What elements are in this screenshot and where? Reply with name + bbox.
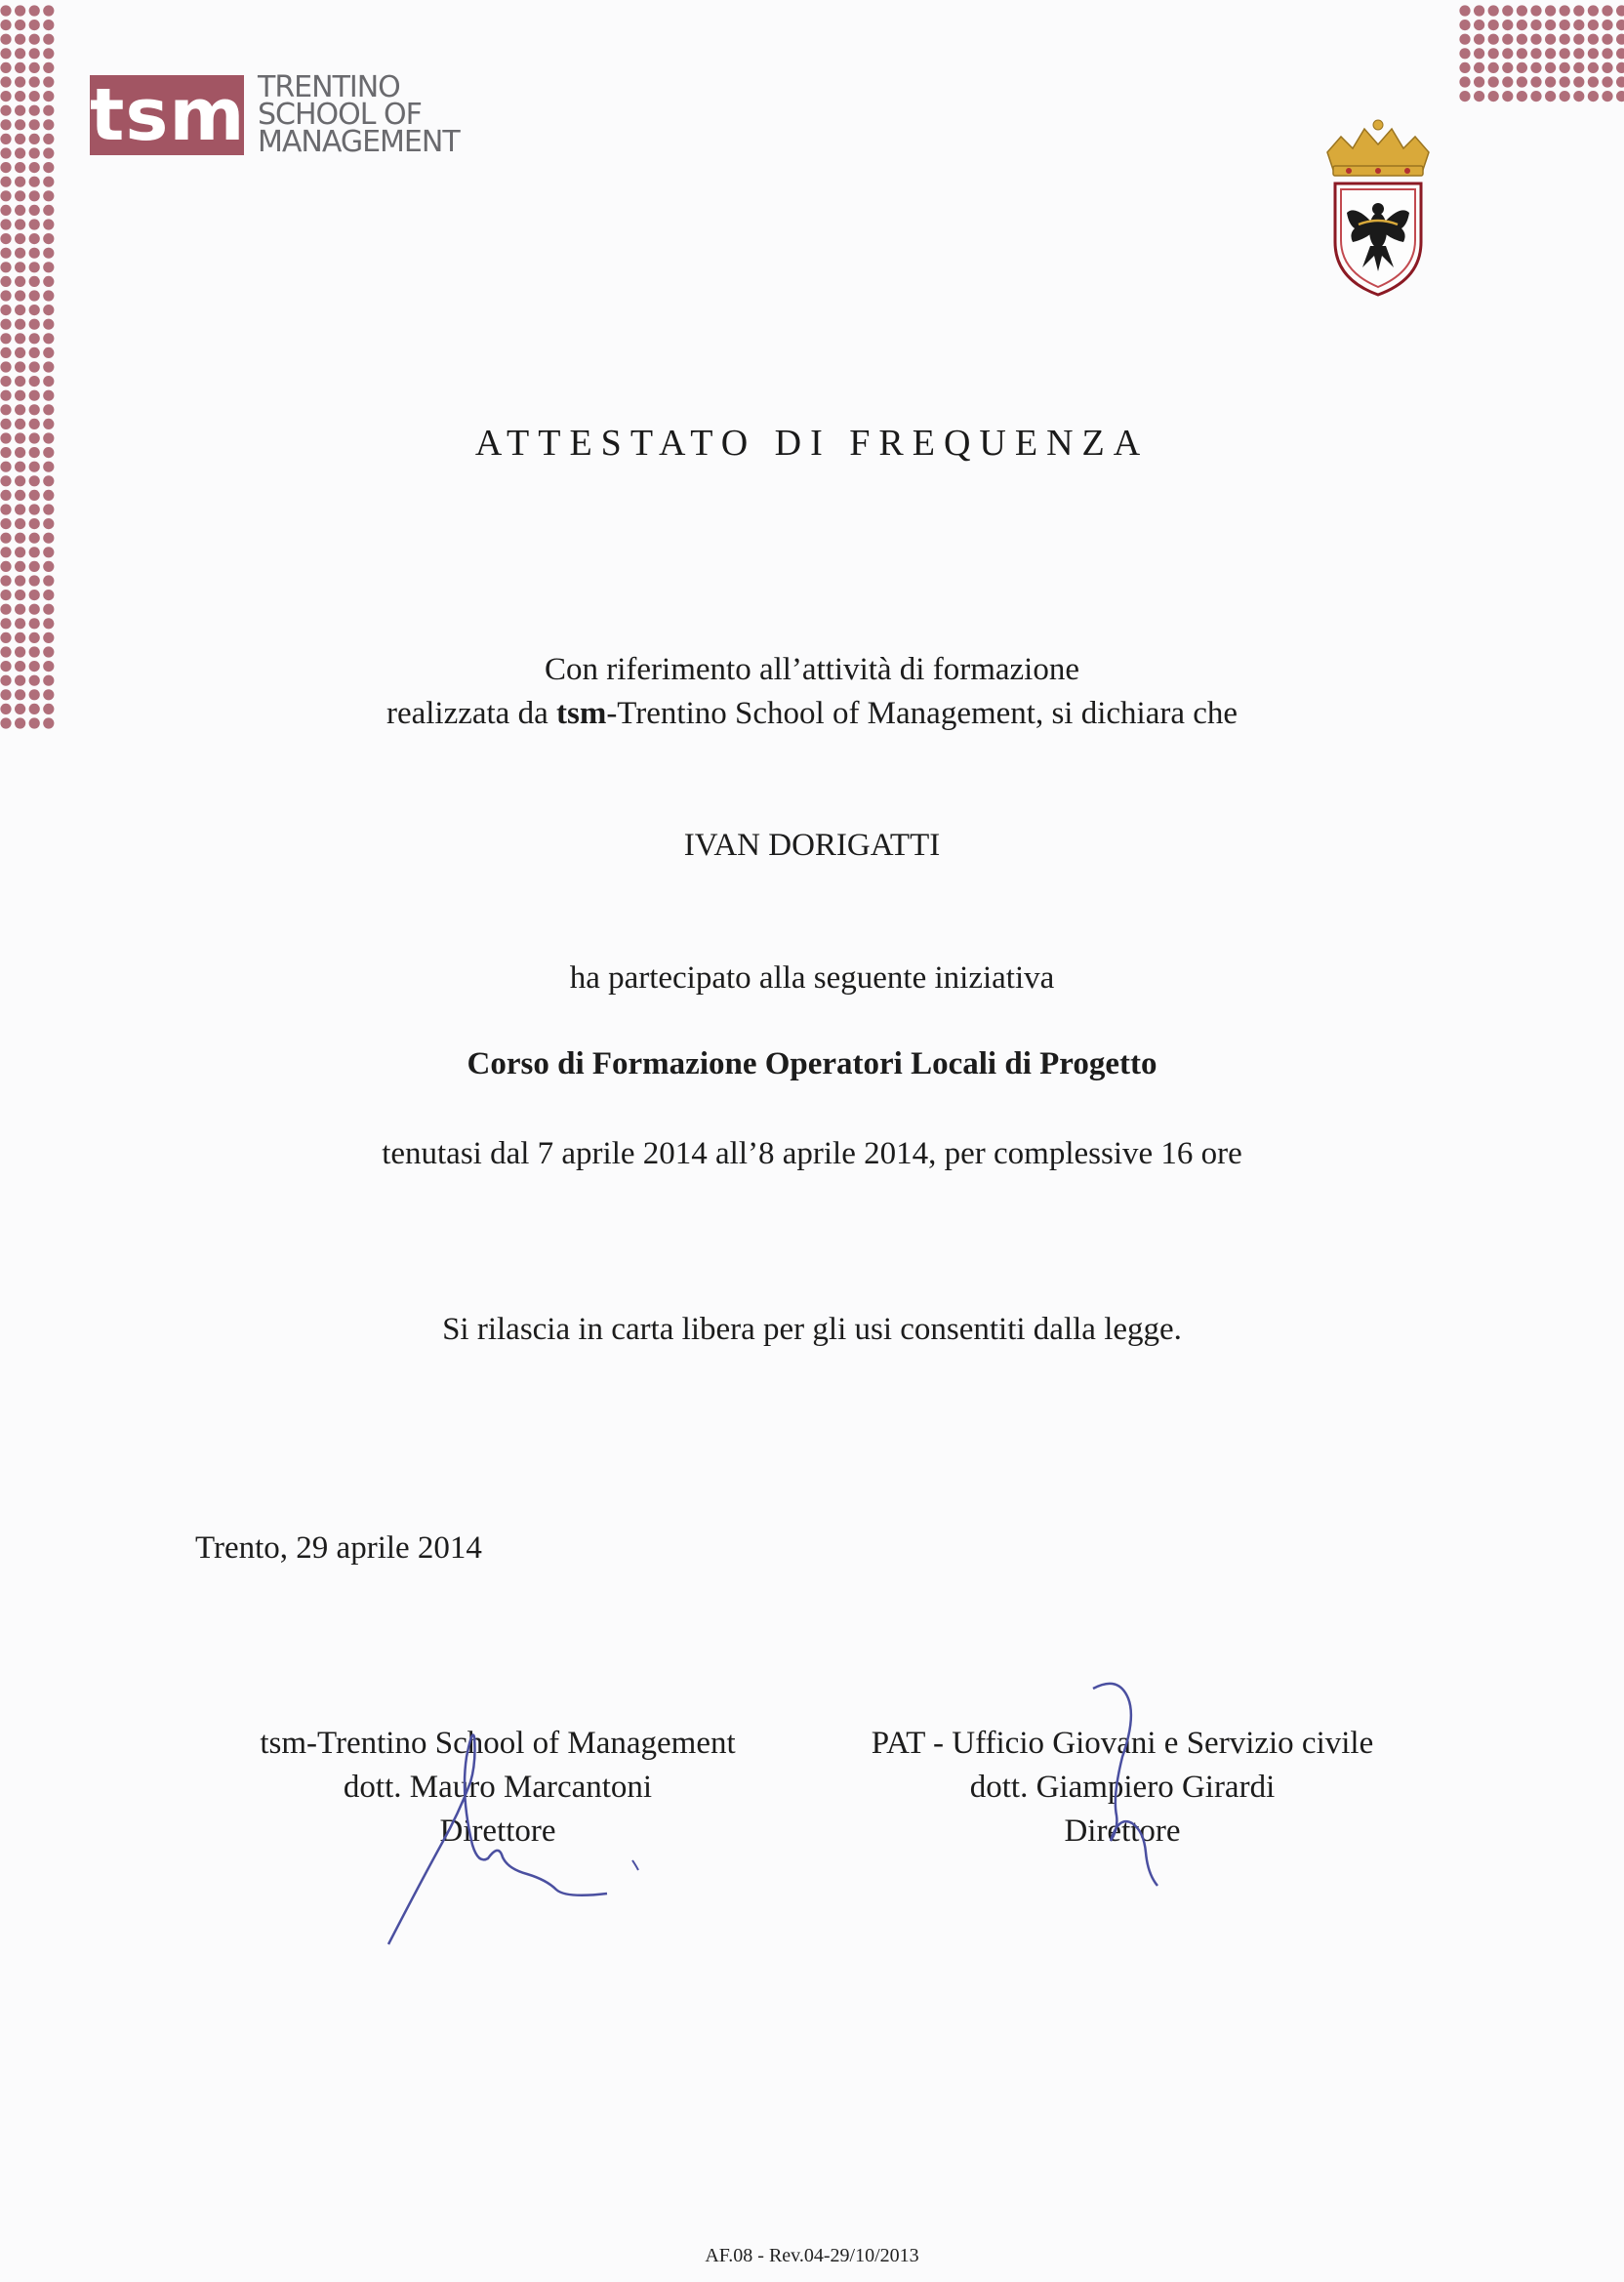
decor-dot — [29, 262, 40, 272]
decor-dot — [1459, 20, 1470, 30]
decor-dot — [0, 134, 11, 144]
decor-dot — [0, 20, 11, 30]
decor-dot — [29, 119, 40, 130]
decor-dot — [1616, 91, 1624, 102]
decor-dot — [29, 219, 40, 229]
decor-dot — [29, 575, 40, 586]
intro-bold-tsm: tsm — [555, 696, 607, 731]
decor-dot — [43, 119, 54, 130]
decor-dot — [15, 248, 25, 259]
signatory-name: dott. Mauro Marcantoni — [343, 1770, 653, 1805]
decor-dot — [1573, 76, 1584, 87]
decor-dot — [0, 475, 11, 486]
decor-dot — [0, 248, 11, 259]
decor-dot — [1602, 34, 1612, 45]
intro-prefix: realizzata da — [386, 696, 556, 731]
decor-dot — [43, 290, 54, 301]
decor-dot — [1616, 20, 1624, 30]
decor-dot — [1573, 34, 1584, 45]
decor-dot — [29, 618, 40, 629]
decor-dot — [1560, 76, 1570, 87]
signatory-role: Direttore — [1064, 1813, 1181, 1849]
logo-line: MANAGEMENT — [258, 125, 460, 159]
decor-dot — [1530, 5, 1541, 16]
decor-dot — [15, 20, 25, 30]
decor-dot — [1588, 62, 1599, 73]
decor-dot — [29, 561, 40, 572]
decor-dot — [1474, 91, 1484, 102]
decor-dot — [29, 5, 40, 16]
decor-dot — [0, 533, 11, 544]
signature-left — [381, 1698, 664, 1952]
signature-right — [1083, 1669, 1191, 1894]
decor-dot — [1602, 91, 1612, 102]
decor-dot — [0, 319, 11, 330]
decor-dot — [0, 76, 11, 87]
decor-dot — [15, 504, 25, 514]
decor-dot — [1588, 20, 1599, 30]
decor-dot — [1459, 48, 1470, 59]
tsm-logo — [90, 70, 460, 159]
participant-name: IVAN DORIGATTI — [683, 828, 941, 863]
dot-pattern-right — [1454, 0, 1624, 161]
decor-dot — [1459, 34, 1470, 45]
decor-dot — [15, 205, 25, 216]
decor-dot — [0, 290, 11, 301]
decor-dot — [15, 319, 25, 330]
decor-dot — [15, 162, 25, 173]
decor-dot — [29, 533, 40, 544]
intro-suffix: -Trentino School of Management, si dichiara che — [606, 696, 1238, 731]
decor-dot — [1474, 76, 1484, 87]
decor-dot — [1602, 62, 1612, 73]
decor-dot — [1488, 20, 1499, 30]
decor-dot — [15, 575, 25, 586]
decor-dot — [29, 147, 40, 158]
decor-dot — [0, 34, 11, 45]
decor-dot — [0, 518, 11, 529]
decor-dot — [1530, 62, 1541, 73]
decor-dot — [15, 91, 25, 102]
decor-dot — [1588, 91, 1599, 102]
decor-dot — [1459, 5, 1470, 16]
decor-dot — [0, 547, 11, 557]
participation-text: ha partecipato alla seguente iniziativa — [569, 960, 1055, 996]
decor-dot — [0, 604, 11, 615]
decor-dot — [1459, 91, 1470, 102]
decor-dot — [15, 262, 25, 272]
decor-dot — [1545, 76, 1556, 87]
decor-dot — [43, 490, 54, 501]
decor-dot — [15, 618, 25, 629]
decor-dot — [29, 518, 40, 529]
decor-dot — [0, 233, 11, 244]
decor-dot — [29, 76, 40, 87]
decor-dot — [15, 490, 25, 501]
decor-dot — [0, 361, 11, 372]
decor-dot — [15, 361, 25, 372]
decor-dot — [43, 347, 54, 358]
decor-dot — [15, 590, 25, 600]
decor-dot — [29, 347, 40, 358]
logo-line: SCHOOL OF — [258, 98, 422, 132]
decor-dot — [43, 262, 54, 272]
decor-dot — [1517, 76, 1527, 87]
decor-dot — [0, 105, 11, 116]
decor-dot — [1616, 62, 1624, 73]
decor-dot — [43, 518, 54, 529]
decor-dot — [0, 590, 11, 600]
decor-dot — [1573, 20, 1584, 30]
decor-dot — [29, 590, 40, 600]
decor-dot — [1588, 48, 1599, 59]
decor-dot — [0, 276, 11, 287]
decor-dot — [43, 248, 54, 259]
decor-dot — [1502, 91, 1513, 102]
decor-dot — [43, 404, 54, 415]
decor-dot — [15, 475, 25, 486]
decor-dot — [29, 390, 40, 401]
decor-dot — [43, 91, 54, 102]
decor-dot — [15, 290, 25, 301]
decor-dot — [0, 91, 11, 102]
decor-dot — [15, 119, 25, 130]
decor-dot — [43, 604, 54, 615]
decor-dot — [1488, 62, 1499, 73]
decor-dot — [1616, 34, 1624, 45]
decor-dot — [15, 190, 25, 201]
decor-dot — [15, 632, 25, 643]
decor-dot — [1517, 91, 1527, 102]
decor-dot — [1602, 20, 1612, 30]
decor-dot — [1530, 34, 1541, 45]
decor-dot — [1530, 91, 1541, 102]
signatory-organization: PAT - Ufficio Giovani e Servizio civile — [871, 1726, 1374, 1761]
decor-dot — [1616, 5, 1624, 16]
decor-dot — [43, 475, 54, 486]
decor-dot — [1488, 34, 1499, 45]
decor-dot — [43, 48, 54, 59]
decor-dot — [1560, 20, 1570, 30]
decor-dot — [1602, 48, 1612, 59]
decor-dot — [29, 604, 40, 615]
decor-dot — [29, 276, 40, 287]
decor-dot — [15, 233, 25, 244]
decor-dot — [0, 305, 11, 315]
decor-dot — [0, 504, 11, 514]
decor-dot — [1588, 76, 1599, 87]
decor-dot — [1573, 91, 1584, 102]
decor-dot — [1616, 48, 1624, 59]
decor-dot — [1488, 91, 1499, 102]
decor-dot — [15, 147, 25, 158]
decor-dot — [29, 105, 40, 116]
decor-dot — [29, 91, 40, 102]
decor-dot — [1573, 5, 1584, 16]
decor-dot — [43, 590, 54, 600]
decor-dot — [1502, 48, 1513, 59]
decor-dot — [43, 533, 54, 544]
decor-dot — [15, 34, 25, 45]
decor-dot — [1545, 34, 1556, 45]
decor-dot — [29, 162, 40, 173]
signatory-organization: tsm-Trentino School of Management — [260, 1726, 736, 1761]
course-dates: tenutasi dal 7 aprile 2014 all’8 aprile 2014, per complessive 16 ore — [382, 1136, 1242, 1171]
decor-dot — [15, 333, 25, 344]
decor-dot — [29, 48, 40, 59]
decor-dot — [15, 105, 25, 116]
decor-dot — [1474, 48, 1484, 59]
decor-dot — [15, 48, 25, 59]
decor-dot — [15, 5, 25, 16]
decor-dot — [15, 134, 25, 144]
decor-dot — [1602, 76, 1612, 87]
intro-line-2 — [0, 696, 1624, 732]
decor-dot — [1517, 5, 1527, 16]
decor-dot — [43, 547, 54, 557]
decor-dot — [43, 76, 54, 87]
decor-dot — [1502, 34, 1513, 45]
decor-dot — [1459, 76, 1470, 87]
dot-pattern-left — [0, 0, 78, 742]
decor-dot — [1502, 62, 1513, 73]
decor-dot — [0, 347, 11, 358]
decor-dot — [43, 575, 54, 586]
signatory-name: dott. Giampiero Girardi — [969, 1770, 1276, 1805]
decor-dot — [29, 361, 40, 372]
decor-dot — [1474, 20, 1484, 30]
decor-dot — [1560, 91, 1570, 102]
coat-of-arms-icon — [1320, 115, 1437, 301]
decor-dot — [43, 504, 54, 514]
decor-dot — [29, 290, 40, 301]
decor-dot — [1588, 34, 1599, 45]
decor-dot — [43, 305, 54, 315]
decor-dot — [0, 575, 11, 586]
decor-dot — [15, 305, 25, 315]
decor-dot — [43, 205, 54, 216]
release-note: Si rilascia in carta libera per gli usi consentiti dalla legge. — [442, 1312, 1182, 1347]
decor-dot — [1474, 34, 1484, 45]
decor-dot — [29, 134, 40, 144]
logo-line: TRENTINO — [258, 70, 400, 104]
decor-dot — [15, 347, 25, 358]
decor-dot — [0, 390, 11, 401]
decor-dot — [15, 276, 25, 287]
decor-dot — [43, 34, 54, 45]
decor-dot — [0, 62, 11, 73]
decor-dot — [0, 632, 11, 643]
decor-dot — [43, 618, 54, 629]
decor-dot — [43, 105, 54, 116]
decor-dot — [29, 319, 40, 330]
decor-dot — [15, 376, 25, 387]
decor-dot — [0, 490, 11, 501]
decor-dot — [43, 376, 54, 387]
decor-dot — [1530, 20, 1541, 30]
decor-dot — [1474, 62, 1484, 73]
signatory-role: Direttore — [439, 1813, 556, 1849]
decor-dot — [1459, 62, 1470, 73]
decor-dot — [15, 76, 25, 87]
document-code: AF.08 - Rev.04-29/10/2013 — [705, 2245, 919, 2266]
logo-text — [258, 70, 460, 159]
decor-dot — [1573, 62, 1584, 73]
decor-dot — [29, 248, 40, 259]
decor-dot — [43, 632, 54, 643]
decor-dot — [43, 219, 54, 229]
decor-dot — [1488, 76, 1499, 87]
decor-dot — [0, 205, 11, 216]
decor-dot — [15, 518, 25, 529]
decor-dot — [0, 5, 11, 16]
decor-dot — [29, 376, 40, 387]
decor-dot — [43, 276, 54, 287]
decor-dot — [43, 62, 54, 73]
decor-dot — [29, 475, 40, 486]
decor-dot — [1517, 48, 1527, 59]
decor-dot — [43, 20, 54, 30]
decor-dot — [0, 147, 11, 158]
decor-dot — [43, 390, 54, 401]
decor-dot — [1545, 62, 1556, 73]
decor-dot — [29, 404, 40, 415]
decor-dot — [43, 134, 54, 144]
decor-dot — [1545, 5, 1556, 16]
decor-dot — [15, 177, 25, 187]
logo-mark: tsm — [90, 73, 246, 157]
decor-dot — [15, 547, 25, 557]
decor-dot — [29, 205, 40, 216]
decor-dot — [1517, 62, 1527, 73]
decor-dot — [1616, 76, 1624, 87]
decor-dot — [43, 5, 54, 16]
decor-dot — [15, 404, 25, 415]
decor-dot — [29, 632, 40, 643]
decor-dot — [0, 376, 11, 387]
decor-dot — [15, 62, 25, 73]
decor-dot — [29, 490, 40, 501]
place-date: Trento, 29 aprile 2014 — [195, 1530, 482, 1566]
decor-dot — [29, 190, 40, 201]
decor-dot — [1530, 76, 1541, 87]
decor-dot — [1602, 5, 1612, 16]
certificate-title: ATTESTATO DI FREQUENZA — [474, 423, 1150, 464]
decor-dot — [43, 147, 54, 158]
decor-dot — [29, 20, 40, 30]
decor-dot — [1560, 62, 1570, 73]
decor-dot — [0, 162, 11, 173]
decor-dot — [29, 233, 40, 244]
decor-dot — [43, 319, 54, 330]
decor-dot — [0, 333, 11, 344]
decor-dot — [0, 177, 11, 187]
decor-dot — [1502, 20, 1513, 30]
decor-dot — [0, 190, 11, 201]
decor-dot — [1545, 20, 1556, 30]
decor-dot — [1474, 5, 1484, 16]
decor-dot — [43, 177, 54, 187]
decor-dot — [1560, 5, 1570, 16]
decor-dot — [1502, 76, 1513, 87]
decor-dot — [29, 333, 40, 344]
decor-dot — [1560, 34, 1570, 45]
decor-dot — [29, 504, 40, 514]
decor-dot — [29, 62, 40, 73]
decor-dot — [0, 262, 11, 272]
decor-dot — [0, 48, 11, 59]
decor-dot — [0, 561, 11, 572]
decor-dot — [15, 219, 25, 229]
decor-dot — [1573, 48, 1584, 59]
decor-dot — [0, 404, 11, 415]
decor-dot — [29, 305, 40, 315]
decor-dot — [43, 361, 54, 372]
decor-dot — [43, 233, 54, 244]
decor-dot — [0, 119, 11, 130]
decor-dot — [43, 162, 54, 173]
decor-dot — [1488, 5, 1499, 16]
decor-dot — [15, 561, 25, 572]
decor-dot — [43, 333, 54, 344]
course-name: Corso di Formazione Operatori Locali di Progetto — [467, 1046, 1157, 1081]
decor-dot — [43, 561, 54, 572]
decor-dot — [15, 390, 25, 401]
decor-dot — [1588, 5, 1599, 16]
decor-dot — [29, 34, 40, 45]
decor-dot — [43, 190, 54, 201]
decor-dot — [29, 547, 40, 557]
decor-dot — [1488, 48, 1499, 59]
decor-dot — [0, 219, 11, 229]
decor-dot — [1517, 34, 1527, 45]
decor-dot — [1530, 48, 1541, 59]
decor-dot — [29, 177, 40, 187]
decor-dot — [15, 604, 25, 615]
decor-dot — [1502, 5, 1513, 16]
decor-dot — [15, 533, 25, 544]
decor-dot — [1517, 20, 1527, 30]
decor-dot — [1560, 48, 1570, 59]
decor-dot — [0, 618, 11, 629]
intro-line-1: Con riferimento all’attività di formazione — [545, 652, 1079, 687]
decor-dot — [1545, 48, 1556, 59]
decor-dot — [1545, 91, 1556, 102]
